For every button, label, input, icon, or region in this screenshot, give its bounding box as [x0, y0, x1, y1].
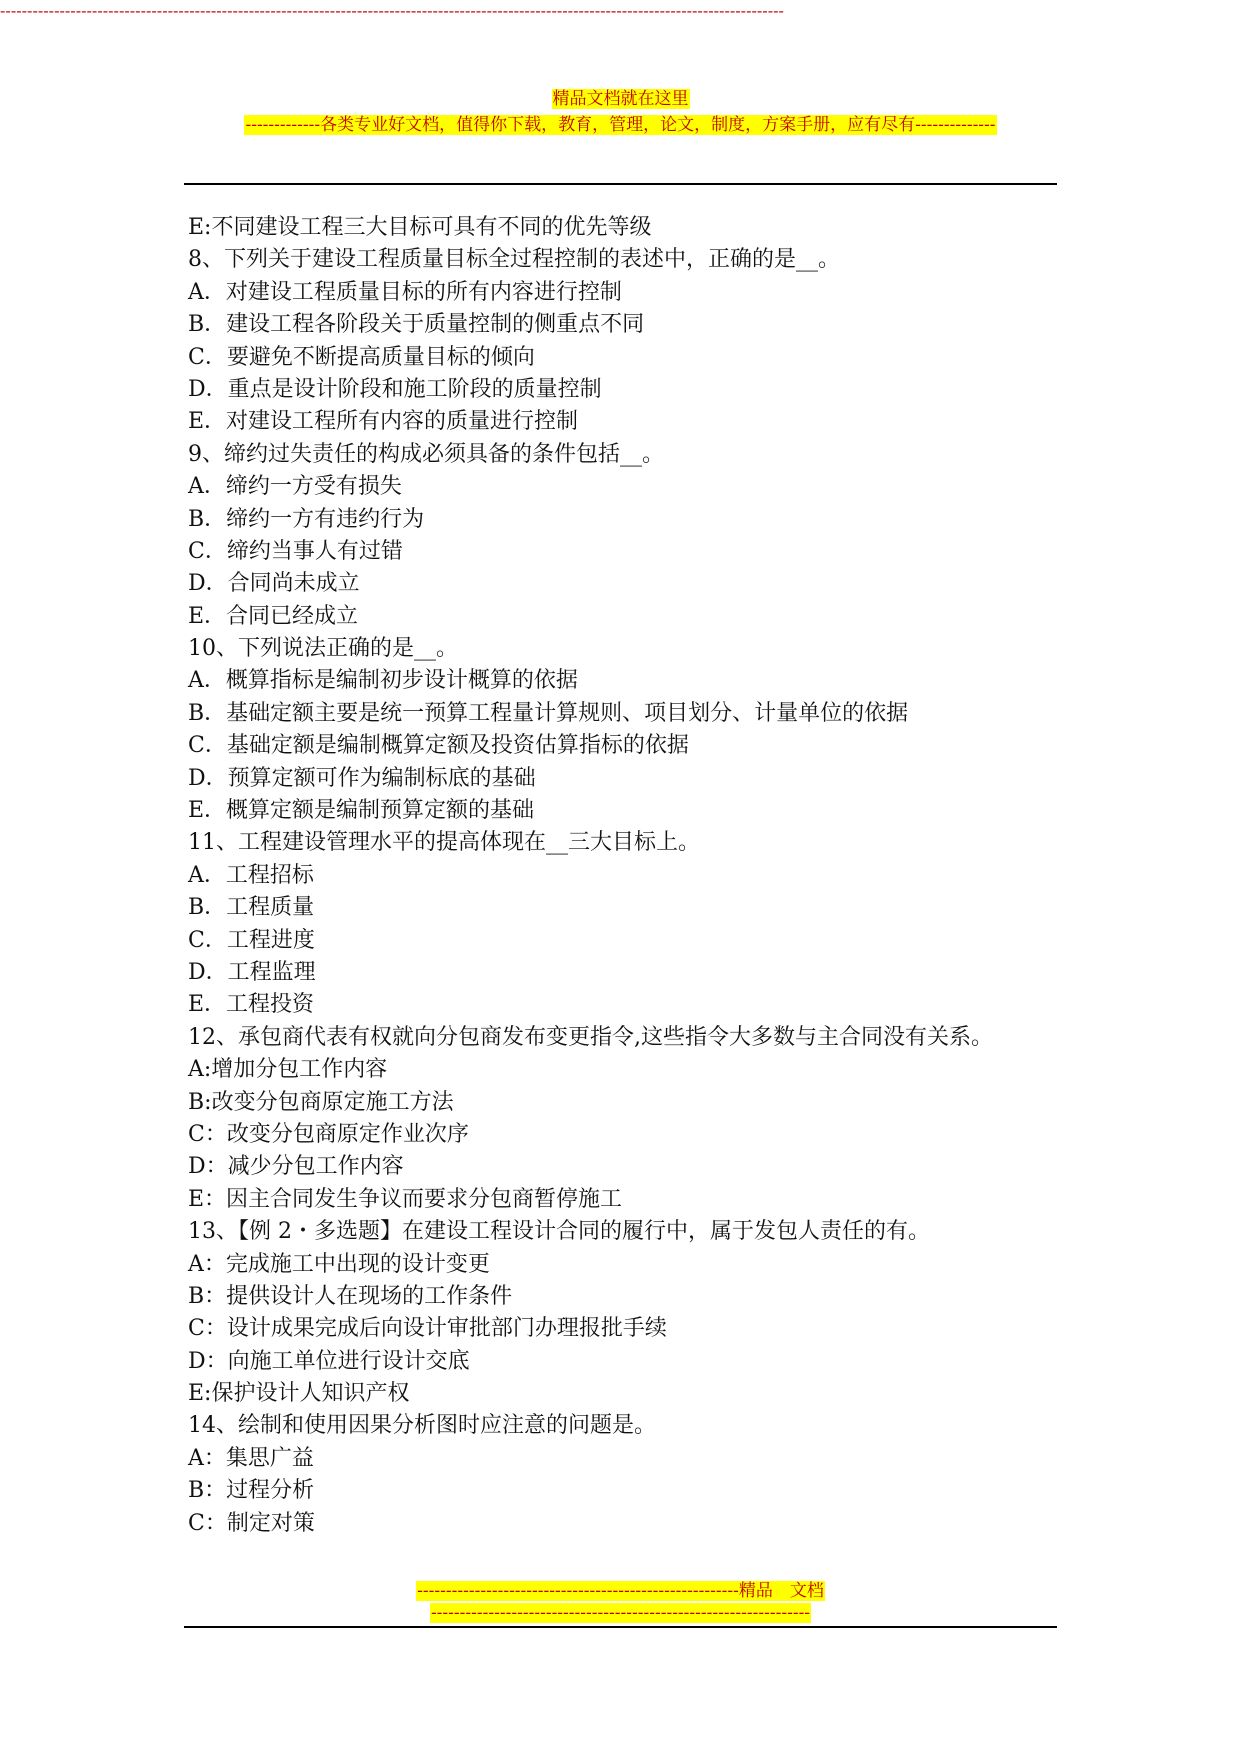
- footer-label: --------------------------------------------------------精品 文档: [417, 1581, 824, 1601]
- answer-option: A．工程招标: [188, 862, 314, 888]
- answer-option: C：改变分包商原定作业次序: [188, 1121, 469, 1147]
- answer-option: D．合同尚未成立: [188, 571, 360, 597]
- answer-option: E．工程投资: [188, 992, 315, 1018]
- header-rule: [184, 183, 1057, 185]
- answer-option: D：减少分包工作内容: [188, 1154, 404, 1180]
- answer-option: E．对建设工程所有内容的质量进行控制: [188, 409, 579, 435]
- answer-option: C．工程进度: [188, 927, 315, 953]
- answer-option: E．合同已经成立: [188, 603, 359, 629]
- answer-option: C．要避免不断提高质量目标的倾向: [188, 344, 535, 370]
- answer-option: B：过程分析: [188, 1478, 315, 1504]
- answer-option: D．预算定额可作为编制标底的基础: [188, 765, 536, 791]
- answer-option: A:增加分包工作内容: [188, 1057, 388, 1083]
- question-13: 13、【例 2・多选题】在建设工程设计合同的履行中，属于发包人责任的有。: [188, 1219, 930, 1245]
- question-8: 8、下列关于建设工程质量目标全过程控制的表述中，正确的是__。: [188, 247, 840, 273]
- answer-option: A：完成施工中出现的设计变更: [188, 1251, 490, 1277]
- answer-option: E：因主合同发生争议而要求分包商暂停施工: [188, 1186, 623, 1212]
- answer-option: B．基础定额主要是统一预算工程量计算规则、项目划分、计量单位的依据: [188, 700, 909, 726]
- header-dash-line: -------------------------------------------------------------------------------------------------------------------------------------------------: [0, 1, 784, 20]
- answer-option: A：集思广益: [188, 1445, 314, 1471]
- answer-option: A．对建设工程质量目标的所有内容进行控制: [188, 279, 622, 305]
- answer-option: C：设计成果完成后向设计审批部门办理报批手续: [188, 1316, 667, 1342]
- answer-option: D．重点是设计阶段和施工阶段的质量控制: [188, 376, 602, 402]
- document-body: [188, 212, 1056, 1540]
- answer-option: E:保护设计人知识产权: [188, 1381, 410, 1407]
- question-11: 11、工程建设管理水平的提高体现在__三大目标上。: [188, 830, 700, 856]
- answer-option: E．概算定额是编制预算定额的基础: [188, 798, 535, 824]
- question-12: 12、承包商代表有权就向分包商发布变更指令,这些指令大多数与主合同没有关系。: [188, 1024, 993, 1050]
- answer-option: D：向施工单位进行设计交底: [188, 1348, 470, 1374]
- footer-dash-line: ------------------------------------------------------------------: [430, 1603, 811, 1623]
- answer-option: B．建设工程各阶段关于质量控制的侧重点不同: [188, 312, 645, 338]
- question-9: 9、缔约过失责任的构成必须具备的条件包括__。: [188, 441, 664, 467]
- answer-option: A．概算指标是编制初步设计概算的依据: [188, 668, 578, 694]
- footer-rule: [184, 1626, 1057, 1628]
- answer-option: A．缔约一方受有损失: [188, 474, 402, 500]
- answer-option: D．工程监理: [188, 959, 316, 985]
- answer-option: E:不同建设工程三大目标可具有不同的优先等级: [188, 215, 652, 240]
- question-10: 10、下列说法正确的是__。: [188, 636, 458, 662]
- answer-option: B．工程质量: [188, 895, 315, 921]
- header-title: 精品文档就在这里: [552, 89, 689, 109]
- header-subtitle: -------------各类专业好文档，值得你下载，教育，管理，论文，制度，方案手册，应有尽有--------------: [245, 115, 996, 135]
- answer-option: B．缔约一方有违约行为: [188, 506, 425, 532]
- answer-option: B:改变分包商原定施工方法: [188, 1089, 454, 1115]
- question-14: 14、绘制和使用因果分析图时应注意的问题是。: [188, 1413, 656, 1439]
- answer-option: C：制定对策: [188, 1510, 315, 1536]
- answer-option: C．基础定额是编制概算定额及投资估算指标的依据: [188, 733, 689, 759]
- answer-option: B：提供设计人在现场的工作条件: [188, 1283, 513, 1309]
- answer-option: C．缔约当事人有过错: [188, 538, 403, 564]
